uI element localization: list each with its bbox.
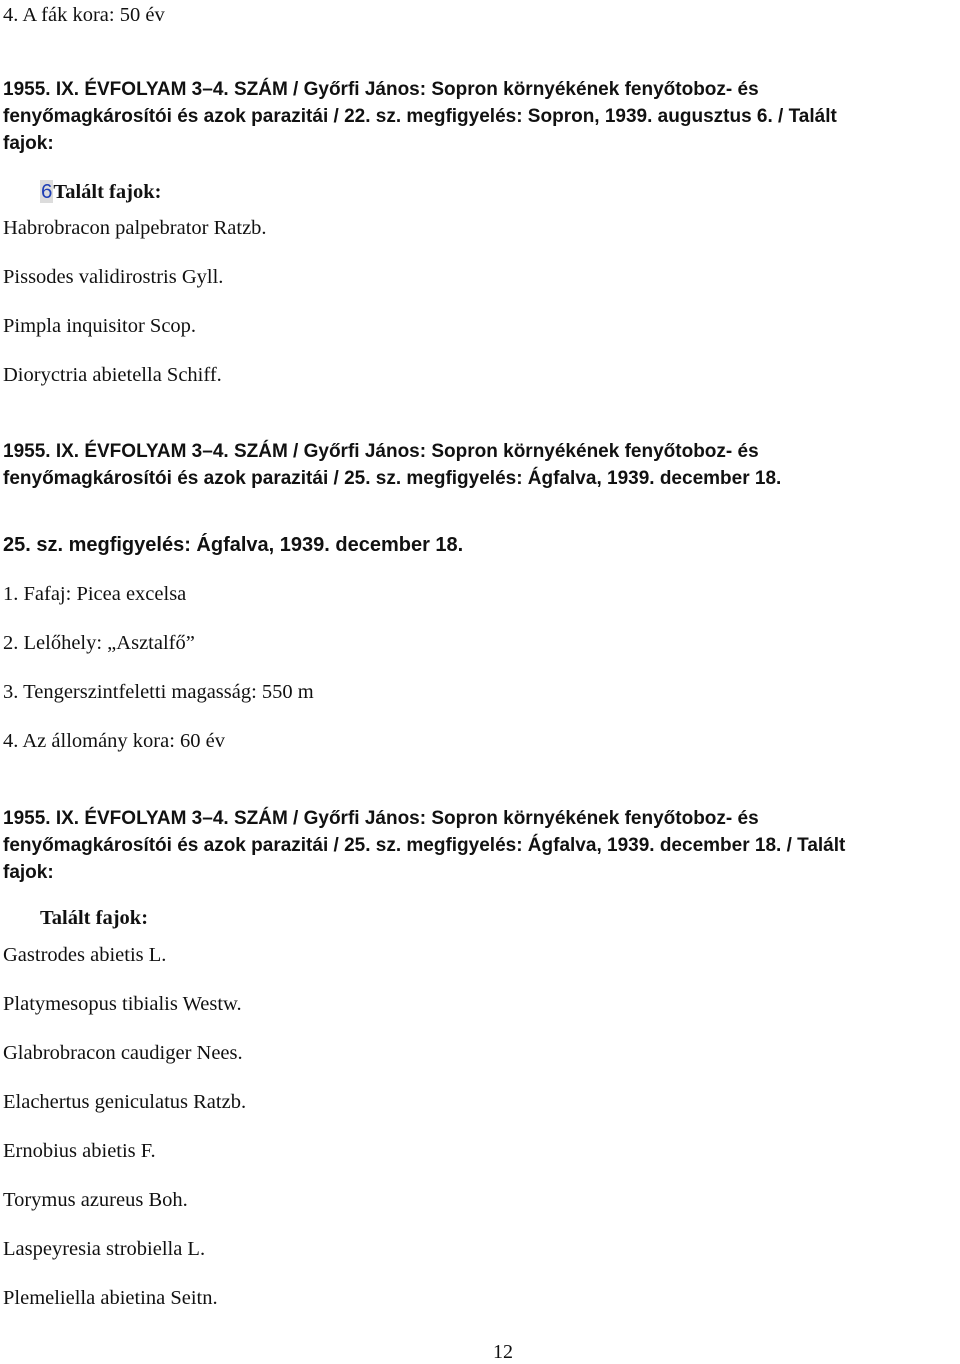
observation-title: 25. sz. megfigyelés: Ágfalva, 1939. december 18. [3,534,464,556]
section-3-header [3,805,960,886]
found-species-heading-3: Talált fajok: [40,907,149,929]
species-item: Habrobracon palpebrator Ratzb. [3,217,267,239]
section-1-header [3,76,960,157]
header-line: fenyőmagkárosítói és azok parazitái / 25. sz. megfigyelés: Ágfalva, 1939. december 18. [3,468,782,489]
species-item: Dioryctria abietella Schiff. [3,364,222,386]
detail-item: 2. Lelőhely: „Asztalfő” [3,632,195,654]
header-line: fenyőmagkárosítói és azok parazitái / 25. sz. megfigyelés: Ágfalva, 1939. december 18. / Talált [3,835,846,856]
header-line: 1955. IX. ÉVFOLYAM 3–4. SZÁM / Győrfi János: Sopron környékének fenyőtoboz- és [3,808,759,829]
species-item: Torymus azureus Boh. [3,1189,188,1211]
header-line: 1955. IX. ÉVFOLYAM 3–4. SZÁM / Győrfi János: Sopron környékének fenyőtoboz- és [3,441,759,462]
found-species-heading-1 [40,180,161,204]
detail-item: 1. Fafaj: Picea excelsa [3,583,187,605]
header-line: fajok: [3,133,54,154]
species-item: Elachertus geniculatus Ratzb. [3,1091,247,1113]
species-item: Plemeliella abietina Seitn. [3,1287,218,1309]
header-line: fenyőmagkárosítói és azok parazitái / 22. sz. megfigyelés: Sopron, 1939. augusztus 6. / Talált [3,106,837,127]
species-item: Glabrobracon caudiger Nees. [3,1042,243,1064]
species-item: Laspeyresia strobiella L. [3,1238,206,1260]
age-item: 4. A fák kora: 50 év [3,4,165,26]
species-item: Pimpla inquisitor Scop. [3,315,197,337]
species-item: Pissodes validirostris Gyll. [3,266,224,288]
species-item: Gastrodes abietis L. [3,944,167,966]
detail-item: 4. Az állomány kora: 60 év [3,730,226,752]
found-species-label: Talált fajok: [53,181,162,203]
header-line: fajok: [3,862,54,883]
detail-item: 3. Tengerszintfeletti magasság: 550 m [3,681,314,703]
section-2-header [3,438,960,492]
species-item: Platymesopus tibialis Westw. [3,993,242,1015]
page-number: 12 [493,1341,513,1363]
species-item: Ernobius abietis F. [3,1140,156,1162]
header-line: 1955. IX. ÉVFOLYAM 3–4. SZÁM / Győrfi János: Sopron környékének fenyőtoboz- és [3,79,759,100]
found-number-marker: 6 [41,180,53,203]
